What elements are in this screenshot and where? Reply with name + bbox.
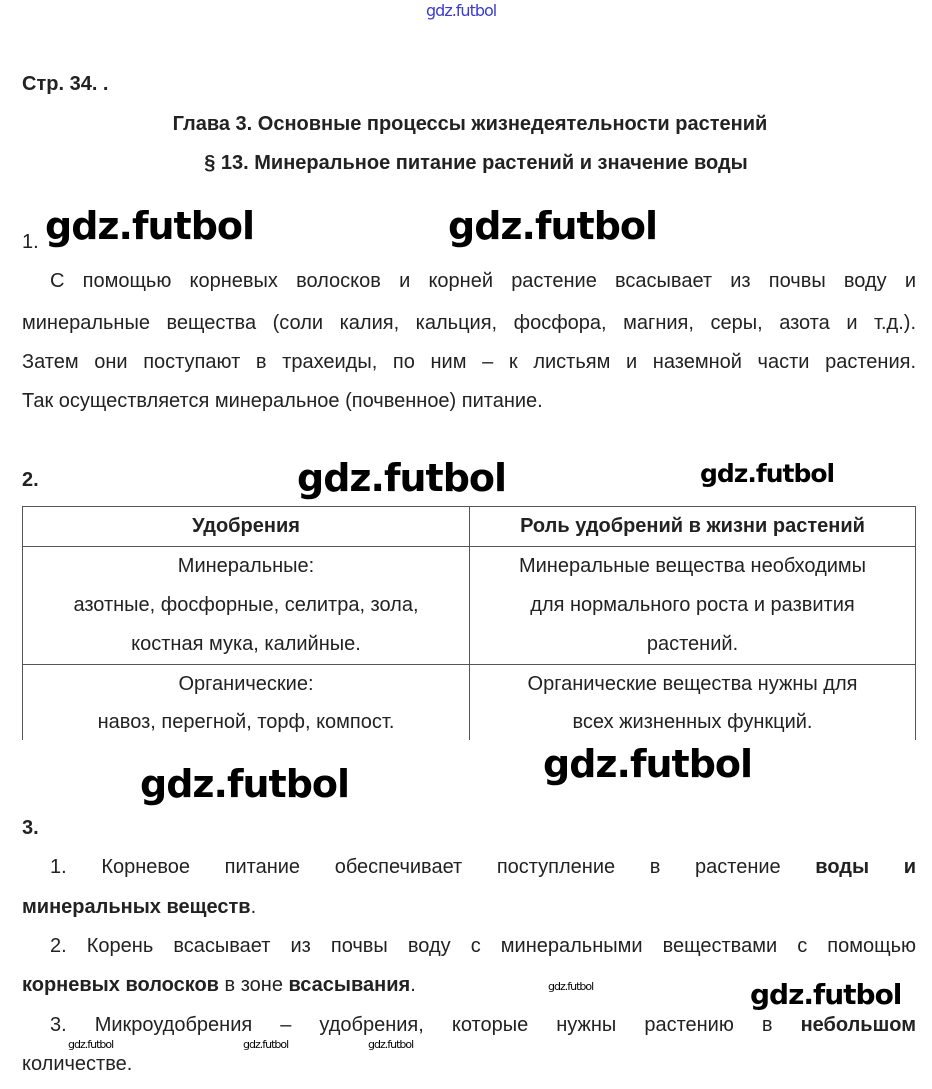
watermark: gdz.futbol — [140, 762, 350, 806]
q1-number: 1. — [22, 231, 39, 253]
watermark: gdz.futbol — [368, 1038, 414, 1051]
q3-number: 3. — [22, 817, 39, 839]
page-number: Стр. 34. . — [22, 73, 109, 95]
watermark: gdz.futbol — [68, 1038, 114, 1051]
watermark: gdz.futbol — [448, 204, 658, 248]
q3-item1-line2: минеральных веществ. — [22, 896, 257, 918]
watermark: gdz.futbol — [548, 980, 594, 993]
watermark: gdz.futbol — [700, 459, 835, 488]
q3-item3-line1: 3. Микроудобрения – удобрения, которые нужны растению в небольшом — [50, 1014, 916, 1036]
q3-item1-line1: 1. Корневое питание обеспечивает поступление в растение воды и — [50, 856, 916, 878]
q1-line: Затем они поступают в трахеиды, по ним – к листьям и наземной части растения. — [22, 351, 916, 373]
q1-line: С помощью корневых волосков и корней растение всасывает из почвы воду и — [50, 270, 916, 292]
watermark: gdz.futbol — [543, 742, 753, 786]
table-header-row — [23, 507, 916, 547]
watermark: gdz.futbol — [297, 456, 507, 500]
q1-line: минеральные вещества (соли калия, кальция, фосфора, магния, серы, азота и т.д.). — [22, 312, 916, 334]
watermark: gdz.futbol — [750, 978, 902, 1011]
cell: Минеральные вещества необходимы для нормального роста и развития растений. — [470, 547, 916, 665]
q3-item2-line1: 2. Корень всасывает из почвы воду с минеральными веществами с помощью — [50, 935, 916, 957]
section-title: § 13. Минеральное питание растений и значение воды — [204, 152, 748, 174]
table-row — [23, 547, 916, 665]
header-role: Роль удобрений в жизни растений — [470, 507, 916, 547]
cell: Органические: навоз, перегной, торф, компост. — [23, 665, 470, 741]
q3-item2-line2: корневых волосков в зоне всасывания. — [22, 974, 416, 996]
header-fertilizers: Удобрения — [23, 507, 470, 547]
cell: Минеральные: азотные, фосфорные, селитра, зола, костная мука, калийные. — [23, 547, 470, 665]
chapter-title: Глава 3. Основные процессы жизнедеятельности растений — [172, 113, 768, 135]
q2-number: 2. — [22, 469, 39, 491]
table-row — [23, 665, 916, 741]
watermark: gdz.futbol — [45, 204, 255, 248]
watermark: gdz.futbol — [243, 1038, 289, 1051]
cell: Органические вещества нужны для всех жизненных функций. — [470, 665, 916, 741]
q3-item3-line2: количестве. — [22, 1053, 133, 1075]
watermark-top: gdz.futbol — [426, 1, 497, 20]
q1-line: Так осуществляется минеральное (почвенное) питание. — [22, 390, 543, 412]
fertilizer-table — [22, 506, 916, 740]
